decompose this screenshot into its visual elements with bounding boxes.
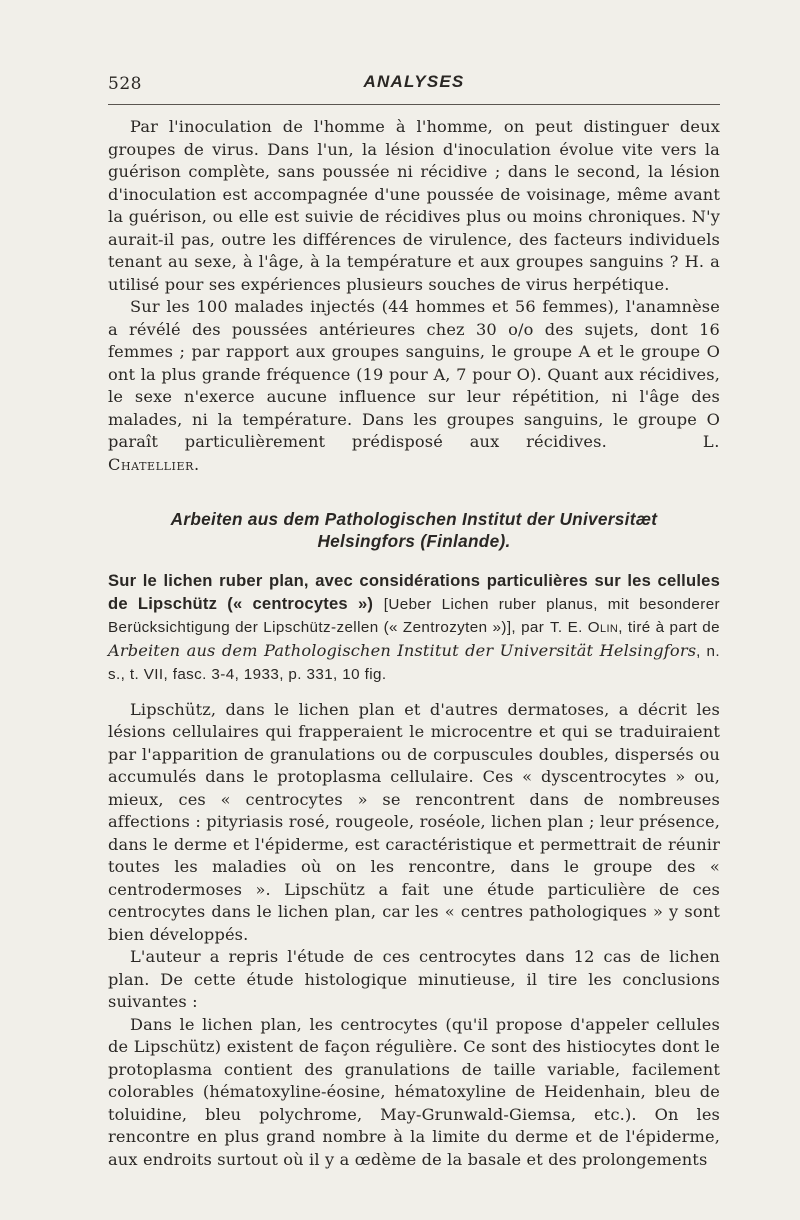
header-rule: [108, 104, 720, 105]
review1-paragraph-1: Par l'inoculation de l'homme à l'homme, on peut distinguer deux groupes de virus. Dans l'un, la lésion d'inoculation évolue vite vers la guérison complète, sans poussée ni récidive ; dans le second, la lésion d'inoculation est accompagnée d'une poussée de voisinage, même avant la guérison, ou elle est suivie de récidives plus ou moins chroniques. N'y aurait-il pas, outre les différences de virulence, des facteurs individuels tenant au sexe, à l'âge, à la température et aux groupes sanguins ? H. a utilisé pour ses expériences plusieurs souches de virus herpétique.: [108, 117, 720, 294]
article-reference: [108, 570, 720, 687]
page-header: [108, 70, 720, 100]
document-page: [108, 70, 720, 1171]
review1-paragraph-2: [108, 296, 720, 476]
article-author: T. E. Olin: [549, 619, 619, 636]
review-lichen-plan: [108, 570, 720, 1171]
article-source: Arbeiten aus dem Pathologischen Institut der Universität Helsingfors: [108, 640, 697, 660]
review-herpes-virus: [108, 116, 720, 476]
review1-paragraph-2-text: Sur les 100 malades injectés (44 hommes et 56 femmes), l'anamnèse a révélé des poussées antérieures chez 30 o/o des sujets, dont 16 femmes ; par rapport aux groupes sanguins, le groupe A et le groupe O ont la plus grande fréquence (19 pour A, 7 pour O). Quant aux récidives, le sexe n'exerce aucune influence sur leur répétition, ni l'âge des malades, ni la température. Dans les groupes sanguins, le groupe O paraît particulièrement prédisposé aux récidives.: [108, 297, 720, 451]
article-ref-end: , n. s., t. VII, fasc. 3-4, 1933, p. 331, 10 fig.: [108, 642, 720, 683]
article-german-title: [Ueber Lichen ruber planus, mit besonderer Berücksichtigung der Lipschütz-zellen (« Zentrozyten »)], par: [108, 595, 721, 636]
article-ref-mid: , tiré à part de: [618, 619, 720, 636]
review2-paragraph-1: Lipschütz, dans le lichen plan et d'autres dermatoses, a décrit les lésions cellulaires qui frapperaient le microcentre et qui se traduiraient par l'apparition de granulations ou de corpuscules doubles, dispersés ou accumulés dans le protoplasma cellulaire. Ces « dyscentrocytes » ou, mieux, ces « centrocytes » se rencontrent dans de nombreuses affections : pityriasis rosé, rougeole, roséole, lichen plan ; leur présence, dans le derme et l'épiderme, est caractéristique et permettrait de réunir toutes les maladies où on les rencontre, dans le groupe des « centrodermoses ». Lipschütz a fait une étude particulière de ces centrocytes dans le lichen plan, car les « centres pathologiques » y sont bien développés.: [108, 699, 720, 944]
review2-paragraph-3: Dans le lichen plan, les centrocytes (qu'il propose d'appeler cellules de Lipschütz) existent de façon régulière. Ce sont des histiocytes dont le protoplasma contient des granulations de taille variable, facilement colorables (hématoxyline-éosine, hématoxyline de Heidenhain, bleu de toluidine, bleu polychrome, May-Grunwald-Giemsa, etc.). On les rencontre en plus grand nombre à la limite du derme et de l'épiderme, aux endroits surtout où il y a œdème de la basale et des prolongements: [108, 1014, 720, 1169]
article-title: Sur le lichen ruber plan, avec considérations particulières sur les cellules de Lipschütz (« centrocytes »): [108, 571, 720, 613]
page-number: 528: [108, 74, 142, 94]
section-heading: Arbeiten aus dem Pathologischen Institut der Universitæt Helsingfors (Finlande).: [170, 509, 658, 551]
review2-paragraph-2: L'auteur a repris l'étude de ces centrocytes dans 12 cas de lichen plan. De cette étude histologique minutieuse, il tire les conclusions suivantes :: [108, 947, 720, 1011]
running-title: ANALYSES: [363, 72, 465, 91]
review1-signature: L. Chatellier.: [108, 432, 720, 474]
